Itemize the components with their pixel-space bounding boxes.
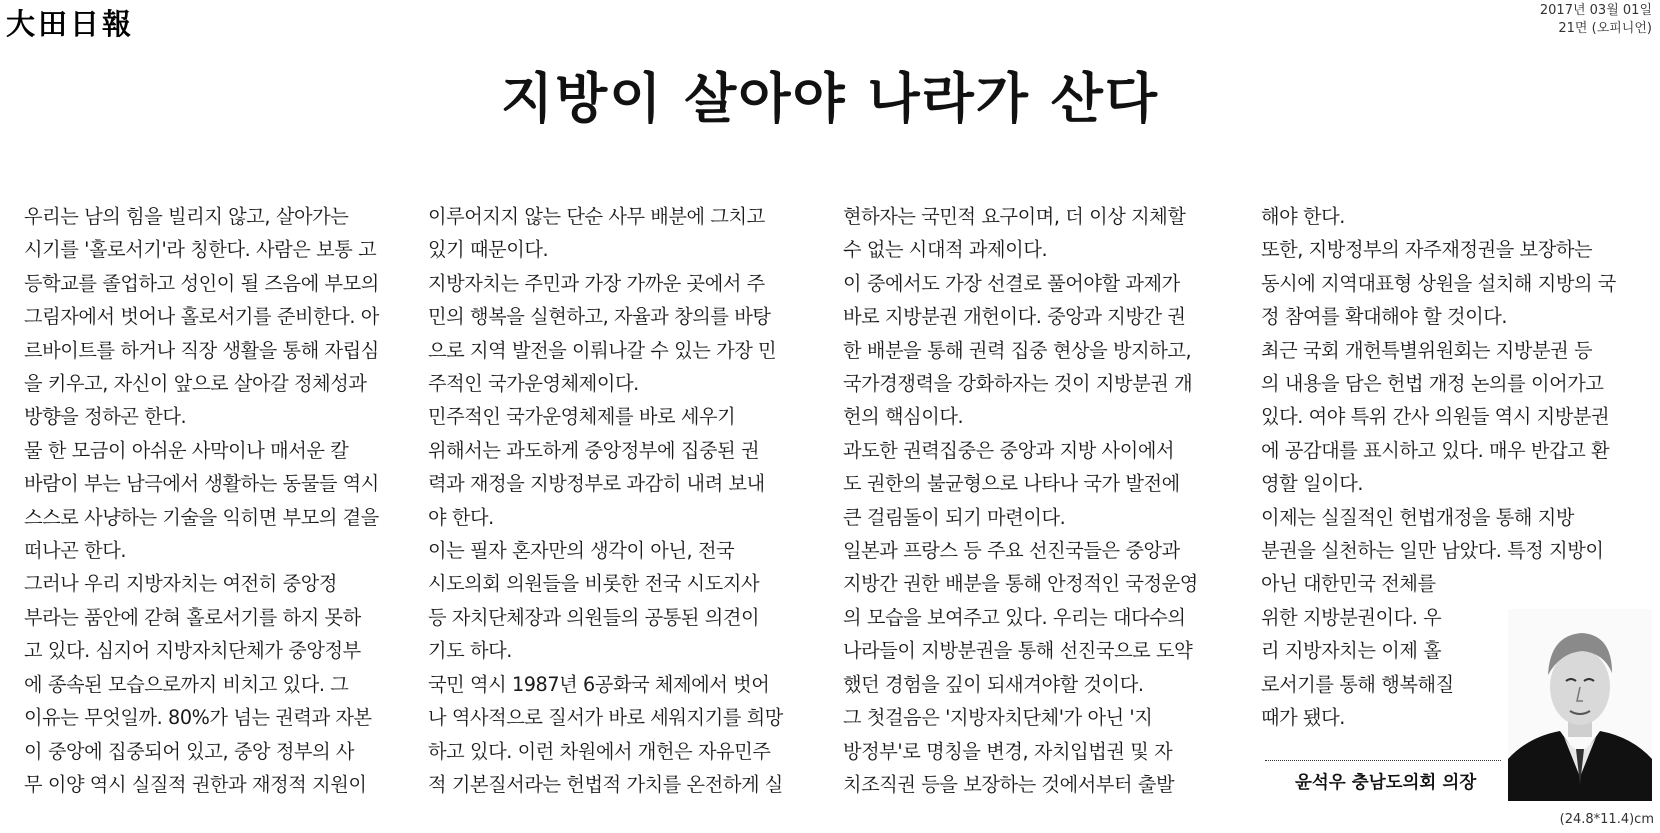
article-line: 등 자치단체장과 의원들의 공통된 의견이 bbox=[428, 605, 760, 629]
article-line: 으로 지역 발전을 이뤄나갈 수 있는 가장 민 bbox=[428, 338, 777, 362]
article-line: 방향을 정하곤 한다. bbox=[24, 405, 187, 429]
article-column-2 bbox=[428, 200, 783, 800]
article-line: 의 내용을 담은 헌법 개정 논의를 이어가고 bbox=[1261, 372, 1604, 396]
article-line: 르바이트를 하거나 직장 생활을 통해 자립심 bbox=[24, 338, 379, 362]
article-line: 나 역사적으로 질서가 바로 세워지기를 희망 bbox=[428, 706, 783, 730]
issue-date: 2017년 03월 01일 bbox=[1539, 3, 1652, 18]
article-line: 시기를 '홀로서기'라 칭한다. 사람은 보통 고 bbox=[24, 238, 377, 262]
author-divider bbox=[1265, 760, 1501, 761]
author-byline: 윤석우 충남도의회 의장 bbox=[1295, 773, 1477, 793]
article-line: 해야 한다. bbox=[1261, 205, 1345, 228]
article-line: 한 배분을 통해 권력 집중 현상을 방지하고, bbox=[843, 338, 1192, 362]
article-line: 큰 걸림돌이 되기 마련이다. bbox=[843, 505, 1066, 529]
article-line: 야 한다. bbox=[428, 505, 494, 529]
author-portrait-icon bbox=[1508, 609, 1652, 801]
article-line: 그림자에서 벗어나 홀로서기를 준비한다. 아 bbox=[24, 305, 379, 329]
article-line: 이유는 무엇일까. 80%가 넘는 권력과 자본 bbox=[24, 706, 372, 730]
article-line: 무 이양 역시 실질적 권한과 재정적 지원이 bbox=[24, 772, 367, 796]
article-line: 주적인 국가운영체제이다. bbox=[428, 372, 639, 396]
article-line: 이 중에서도 가장 선결로 풀어야할 과제가 bbox=[843, 271, 1180, 295]
article-line: 하고 있다. 이런 차원에서 개헌은 자유민주 bbox=[428, 739, 771, 763]
article-line: 바로 지방분권 개헌이다. 중앙과 지방간 권 bbox=[843, 305, 1186, 329]
article-line: 최근 국회 개헌특별위원회는 지방분권 등 bbox=[1261, 338, 1593, 362]
article-line: 지방간 권한 배분을 통해 안정적인 국정운영 bbox=[843, 572, 1198, 596]
article-line: 있다. 여야 특위 간사 의원들 역시 지방분권 bbox=[1261, 405, 1610, 429]
author-photo bbox=[1508, 609, 1652, 801]
article-line: 위한 지방분권이다. 우 bbox=[1261, 605, 1442, 629]
article-line: 현하자는 국민적 요구이며, 더 이상 지체할 bbox=[843, 205, 1186, 228]
article-line: 정 참여를 확대해야 할 것이다. bbox=[1261, 305, 1508, 329]
article-line: 또한, 지방정부의 자주재정권을 보장하는 bbox=[1261, 238, 1593, 262]
issue-meta bbox=[1540, 2, 1652, 38]
article-line: 고 있다. 심지어 지방자치단체가 중앙정부 bbox=[24, 639, 361, 663]
article-line: 등학교를 졸업하고 성인이 될 즈음에 부모의 bbox=[24, 271, 379, 295]
article-line: 그 첫걸음은 '지방자치단체'가 아닌 '지 bbox=[843, 706, 1153, 730]
article-line: 했던 경험을 깊이 되새겨야할 것이다. bbox=[843, 672, 1144, 696]
article-line: 민의 행복을 실현하고, 자율과 창의를 바탕 bbox=[428, 305, 771, 329]
article-line: 과도한 권력집중은 중앙과 지방 사이에서 bbox=[843, 438, 1175, 462]
article-line: 바람이 부는 남극에서 생활하는 동물들 역시 bbox=[24, 472, 379, 496]
article-line: 을 키우고, 자신이 앞으로 살아갈 정체성과 bbox=[24, 372, 367, 396]
article-line: 부라는 품안에 갇혀 홀로서기를 하지 못하 bbox=[24, 605, 361, 629]
article-line: 때가 됐다. bbox=[1261, 706, 1345, 730]
article-line: 적 기본질서라는 헌법적 가치를 온전하게 실 bbox=[428, 772, 783, 796]
article-line: 헌의 핵심이다. bbox=[843, 405, 964, 429]
article-line: 스스로 사냥하는 기술을 익히면 부모의 곁을 bbox=[24, 505, 379, 529]
article-line: 영할 일이다. bbox=[1261, 472, 1364, 496]
article-line: 분권을 실천하는 일만 남았다. 특정 지방이 bbox=[1261, 539, 1604, 563]
article-line: 리 지방자치는 이제 홀 bbox=[1261, 639, 1442, 663]
page-section: 21면 (오피니언) bbox=[1558, 21, 1652, 36]
article-line: 이는 필자 혼자만의 생각이 아닌, 전국 bbox=[428, 539, 735, 563]
article-line: 국가경쟁력을 강화하자는 것이 지방분권 개 bbox=[843, 372, 1193, 396]
article-line: 지방자치는 주민과 가장 가까운 곳에서 주 bbox=[428, 271, 765, 295]
article-line: 이루어지지 않는 단순 사무 배분에 그치고 bbox=[428, 205, 765, 228]
article-line: 나라들이 지방분권을 통해 선진국으로 도약 bbox=[843, 639, 1193, 663]
article-line: 도 권한의 불균형으로 나타나 국가 발전에 bbox=[843, 472, 1180, 496]
article-line: 아닌 대한민국 전체를 bbox=[1261, 572, 1436, 596]
article-line: 에 종속된 모습으로까지 비치고 있다. 그 bbox=[24, 672, 349, 696]
article-line: 에 공감대를 표시하고 있다. 매우 반갑고 환 bbox=[1261, 438, 1610, 462]
article-line: 일본과 프랑스 등 주요 선진국들은 중앙과 bbox=[843, 539, 1180, 563]
article-line: 수 없는 시대적 과제이다. bbox=[843, 238, 1048, 262]
article-line: 이 중앙에 집중되어 있고, 중앙 정부의 사 bbox=[24, 739, 355, 763]
article-line: 있기 때문이다. bbox=[428, 238, 549, 262]
article-line: 그러나 우리 지방자치는 여전히 중앙정 bbox=[24, 572, 337, 596]
article-line: 시도의회 의원들을 비롯한 전국 시도지사 bbox=[428, 572, 760, 596]
article-line: 민주적인 국가운영체제를 바로 세우기 bbox=[428, 405, 736, 429]
article-line: 국민 역시 1987년 6공화국 체제에서 벗어 bbox=[428, 672, 770, 696]
article-line: 물 한 모금이 아쉬운 사막이나 매서운 칼 bbox=[24, 438, 349, 462]
article-line: 로서기를 통해 행복해질 bbox=[1261, 672, 1454, 696]
article-column-1 bbox=[24, 200, 379, 800]
article-headline: 지방이 살아야 나라가 산다 bbox=[500, 66, 1160, 130]
article-line: 방정부'로 명칭을 변경, 자치입법권 및 자 bbox=[843, 739, 1173, 763]
article-line: 떠나곤 한다. bbox=[24, 539, 127, 563]
article-line: 동시에 지역대표형 상원을 설치해 지방의 국 bbox=[1261, 271, 1616, 295]
newspaper-logo: 大田日報 bbox=[6, 7, 135, 41]
article-line: 기도 하다. bbox=[428, 639, 512, 663]
article-column-3 bbox=[843, 200, 1198, 800]
article-line: 위해서는 과도하게 중앙정부에 집중된 권 bbox=[428, 438, 760, 462]
article-line: 의 모습을 보여주고 있다. 우리는 대다수의 bbox=[843, 605, 1186, 629]
article-line: 치조직권 등을 보장하는 것에서부터 출발 bbox=[843, 772, 1175, 796]
article-size-note: (24.8*11.4)cm bbox=[1559, 812, 1654, 827]
article-line: 이제는 실질적인 헌법개정을 통해 지방 bbox=[1261, 505, 1574, 529]
article-line: 우리는 남의 힘을 빌리지 않고, 살아가는 bbox=[24, 205, 349, 228]
article-line: 력과 재정을 지방정부로 과감히 내려 보내 bbox=[428, 472, 765, 496]
